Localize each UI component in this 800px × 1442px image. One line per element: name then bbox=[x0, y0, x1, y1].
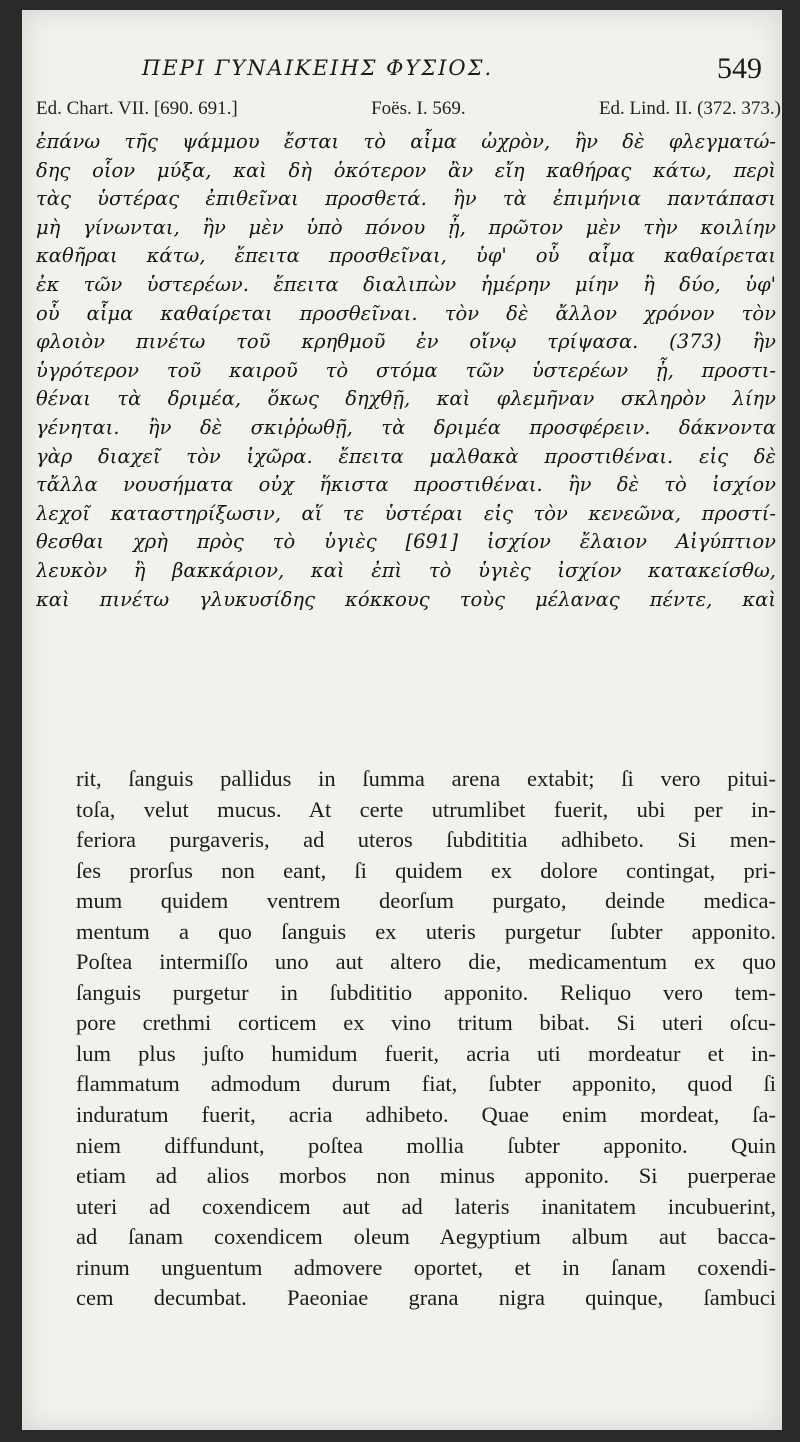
greek-text-line: καὶ πινέτω γλυκυσίδης κόκκους τοὺς μέλανας πέντε, καὶ bbox=[36, 587, 776, 611]
latin-text-line: ſes prorſus non eant, ſi quidem ex dolore contingat, pri- bbox=[76, 857, 776, 883]
latin-text-line: cem decumbat. Paeoniae grana nigra quinque, ſambuci bbox=[76, 1285, 776, 1311]
greek-text-line: γένηται. ἢν δὲ σκιῤῥωθῇ, τὰ δριμέα προσφέρειν. δάκνοντα bbox=[36, 415, 776, 439]
latin-text-line: lum plus juſto humidum fuerit, acria uti mordeatur et in- bbox=[76, 1040, 776, 1066]
greek-text-line: ὑγρότερον τοῦ καιροῦ τὸ στόμα τῶν ὑστερέων ᾖ, προστι- bbox=[36, 358, 776, 382]
latin-text-block bbox=[76, 764, 776, 1314]
greek-text-line: καθῆραι κάτω, ἔπειτα προσθεῖναι, ὑφ' οὗ αἷμα καθαίρεται bbox=[36, 244, 776, 268]
greek-text-line: δης οἷον μύξα, καὶ δὴ ὁκότερον ἂν εἴη καθήρας κάτω, περὶ bbox=[36, 158, 776, 182]
greek-text-line: γὰρ διαχεῖ τὸν ἰχῶρα. ἔπειτα μαλθακὰ προστιθέναι. εἰς δὲ bbox=[36, 444, 776, 468]
greek-text-line: ἐκ τῶν ὑστερέων. ἔπειτα διαλιπὼν ἡμέρην μίην ἢ δύο, ὑφ' bbox=[36, 272, 776, 296]
edition-ref-foes: Foës. I. 569. bbox=[371, 98, 466, 119]
edition-ref-chartier: Ed. Chart. VII. [690. 691.] bbox=[36, 98, 238, 119]
latin-text-line: induratum fuerit, acria adhibeto. Quae enim mordeat, ſa- bbox=[76, 1102, 776, 1128]
greek-text-line: οὗ αἷμα καθαίρεται προσθεῖναι. τὸν δὲ ἄλλον χρόνον τὸν bbox=[36, 301, 776, 325]
book-page bbox=[22, 10, 782, 1430]
latin-text-line: uteri ad coxendicem aut ad lateris inanitatem incubuerint, bbox=[76, 1193, 776, 1219]
running-head bbox=[22, 52, 782, 92]
latin-text-line: rit, ſanguis pallidus in ſumma arena extabit; ſi vero pitui- bbox=[76, 766, 776, 791]
latin-text-line: pore crethmi corticem ex vino tritum bibat. Si uteri oſcu- bbox=[76, 1010, 776, 1036]
latin-text-line: mum quidem ventrem deorſum purgato, deinde medica- bbox=[76, 888, 776, 914]
greek-text-line: τὰς ὑστέρας ἐπιθεῖναι προσθετά. ἢν τὰ ἐπιμήνια παντάπασι bbox=[36, 187, 776, 211]
latin-text-line: toſa, velut mucus. At certe utrumlibet fuerit, ubi per in- bbox=[76, 796, 776, 822]
greek-text-line: ἐπάνω τῆς ψάμμου ἔσται τὸ αἷμα ὠχρὸν, ἢν δὲ φλεγματώ- bbox=[36, 130, 776, 153]
latin-text-line: mentum a quo ſanguis ex uteris purgetur ſubter apponito. bbox=[76, 918, 776, 944]
latin-text-line: feriora purgaveris, ad uteros ſubdititia adhibeto. Si men- bbox=[76, 827, 776, 853]
greek-text-line: τἄλλα νουσήματα οὐχ ἥκιστα προστιθέναι. ἢν δὲ τὸ ἰσχίον bbox=[36, 473, 776, 497]
latin-text-line: etiam ad alios morbos non minus apponito. Si puerperae bbox=[76, 1163, 776, 1189]
greek-text-line: θεσθαι χρὴ πρὸς τὸ ὑγιὲς [691] ἰσχίον ἔλαιον Αἰγύπτιον bbox=[36, 530, 776, 554]
latin-text-line: niem diffundunt, poſtea mollia ſubter apponito. Quin bbox=[76, 1132, 776, 1158]
page-number: 549 bbox=[717, 52, 762, 85]
latin-text-line: rinum unguentum admovere oportet, et in ſanam coxendi- bbox=[76, 1254, 776, 1280]
edition-references bbox=[36, 98, 781, 120]
greek-text-line: λευκὸν ἢ βακκάριον, καὶ ἐπὶ τὸ ὑγιὲς ἰσχίον κατακείσθω, bbox=[36, 558, 776, 582]
edition-ref-linden: Ed. Lind. II. (372. 373.) bbox=[598, 98, 781, 119]
page-title: ΠΕΡΙ ΓΥΝΑΙΚΕΙΗΣ ΦΥΣΙΟΣ. bbox=[142, 56, 494, 80]
latin-text-line: flammatum admodum durum fiat, ſubter apponito, quod ſi bbox=[76, 1071, 776, 1097]
greek-text-block bbox=[36, 128, 776, 614]
greek-text-line: θέναι τὰ δριμέα, ὅκως δηχθῇ, καὶ φλεμῆναν σκληρὸν λίην bbox=[36, 387, 776, 411]
greek-text-line: μὴ γίνωνται, ἢν μὲν ὑπὸ πόνου ᾖ, πρῶτον μὲν τὴν κοιλίην bbox=[36, 215, 776, 239]
latin-text-line: ad ſanam coxendicem oleum Aegyptium album aut bacca- bbox=[76, 1224, 776, 1250]
greek-text-line: φλοιὸν πινέτω τοῦ κρηθμοῦ ἐν οἴνῳ τρίψασα. (373) ἢν bbox=[36, 330, 776, 354]
greek-text-line: λεχοῖ καταστηρίξωσιν, αἵ τε ὑστέραι εἰς τὸν κενεῶνα, προστί- bbox=[36, 501, 776, 525]
latin-text-line: ſanguis purgetur in ſubdititio apponito. Reliquo vero tem- bbox=[76, 979, 776, 1005]
latin-text-line: Poſtea intermiſſo uno aut altero die, medicamentum ex quo bbox=[76, 949, 776, 975]
